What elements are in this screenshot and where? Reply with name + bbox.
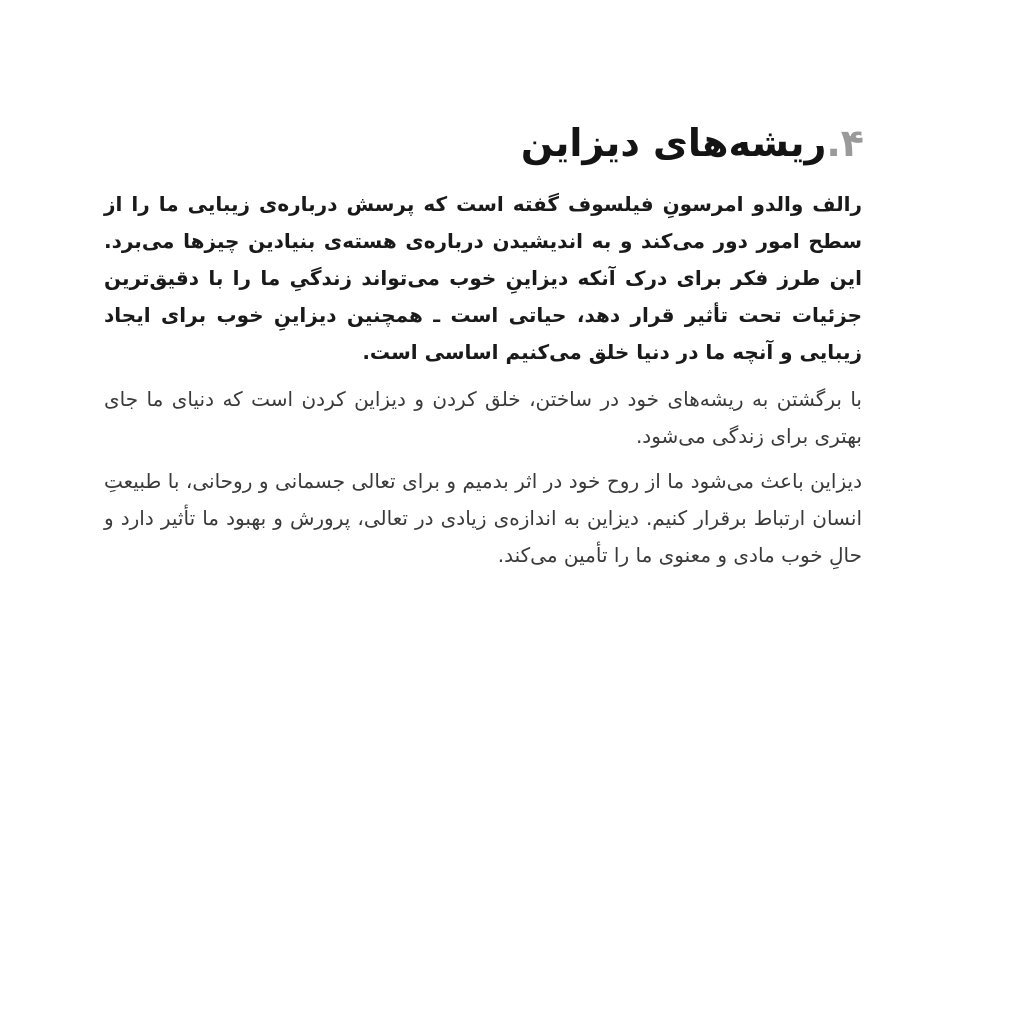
lead-paragraph: رالف والدو امرسونِ فیلسوف گفته است که پرسش درباره‌ی زیبایی ما را از سطح امور دور می‌کند و به اندیشیدن درباره‌ی هسته‌ی بنیادین چیزها می‌برد. این طرز فکر برای درک آنکه دیزاینِ خوب می‌تواند زندگیِ ما را با دقیق‌ترین جزئیات تحت تأثیر قرار دهد، حیاتی است ـ همچنین دیزاینِ خوب برای ایجاد زیبایی و آنچه ما در دنیا خلق می‌کنیم اساسی است.	[104, 192, 862, 364]
third-paragraph: دیزاین باعث می‌شود ما از روح خود در اثر بدمیم و برای تعالی جسمانی و روحانی، با طبیعتِ انسان ارتباط برقرار کنیم. دیزاین به اندازه‌ی زیادی در تعالی، پرورش و بهبود ما تأثیر دارد و حالِ خوب مادی و معنوی ما را تأمین می‌کند.	[104, 469, 862, 567]
section-number: ۴.	[826, 121, 864, 166]
section-heading	[521, 115, 864, 171]
second-paragraph: با برگشتن به ریشه‌های خود در ساختن، خلق کردن و دیزاین کردن است که دنیای ما جای بهتری برای زندگی می‌شود.	[104, 387, 862, 448]
section-title: ریشه‌های دیزاین	[520, 121, 827, 166]
body-text	[104, 186, 862, 582]
